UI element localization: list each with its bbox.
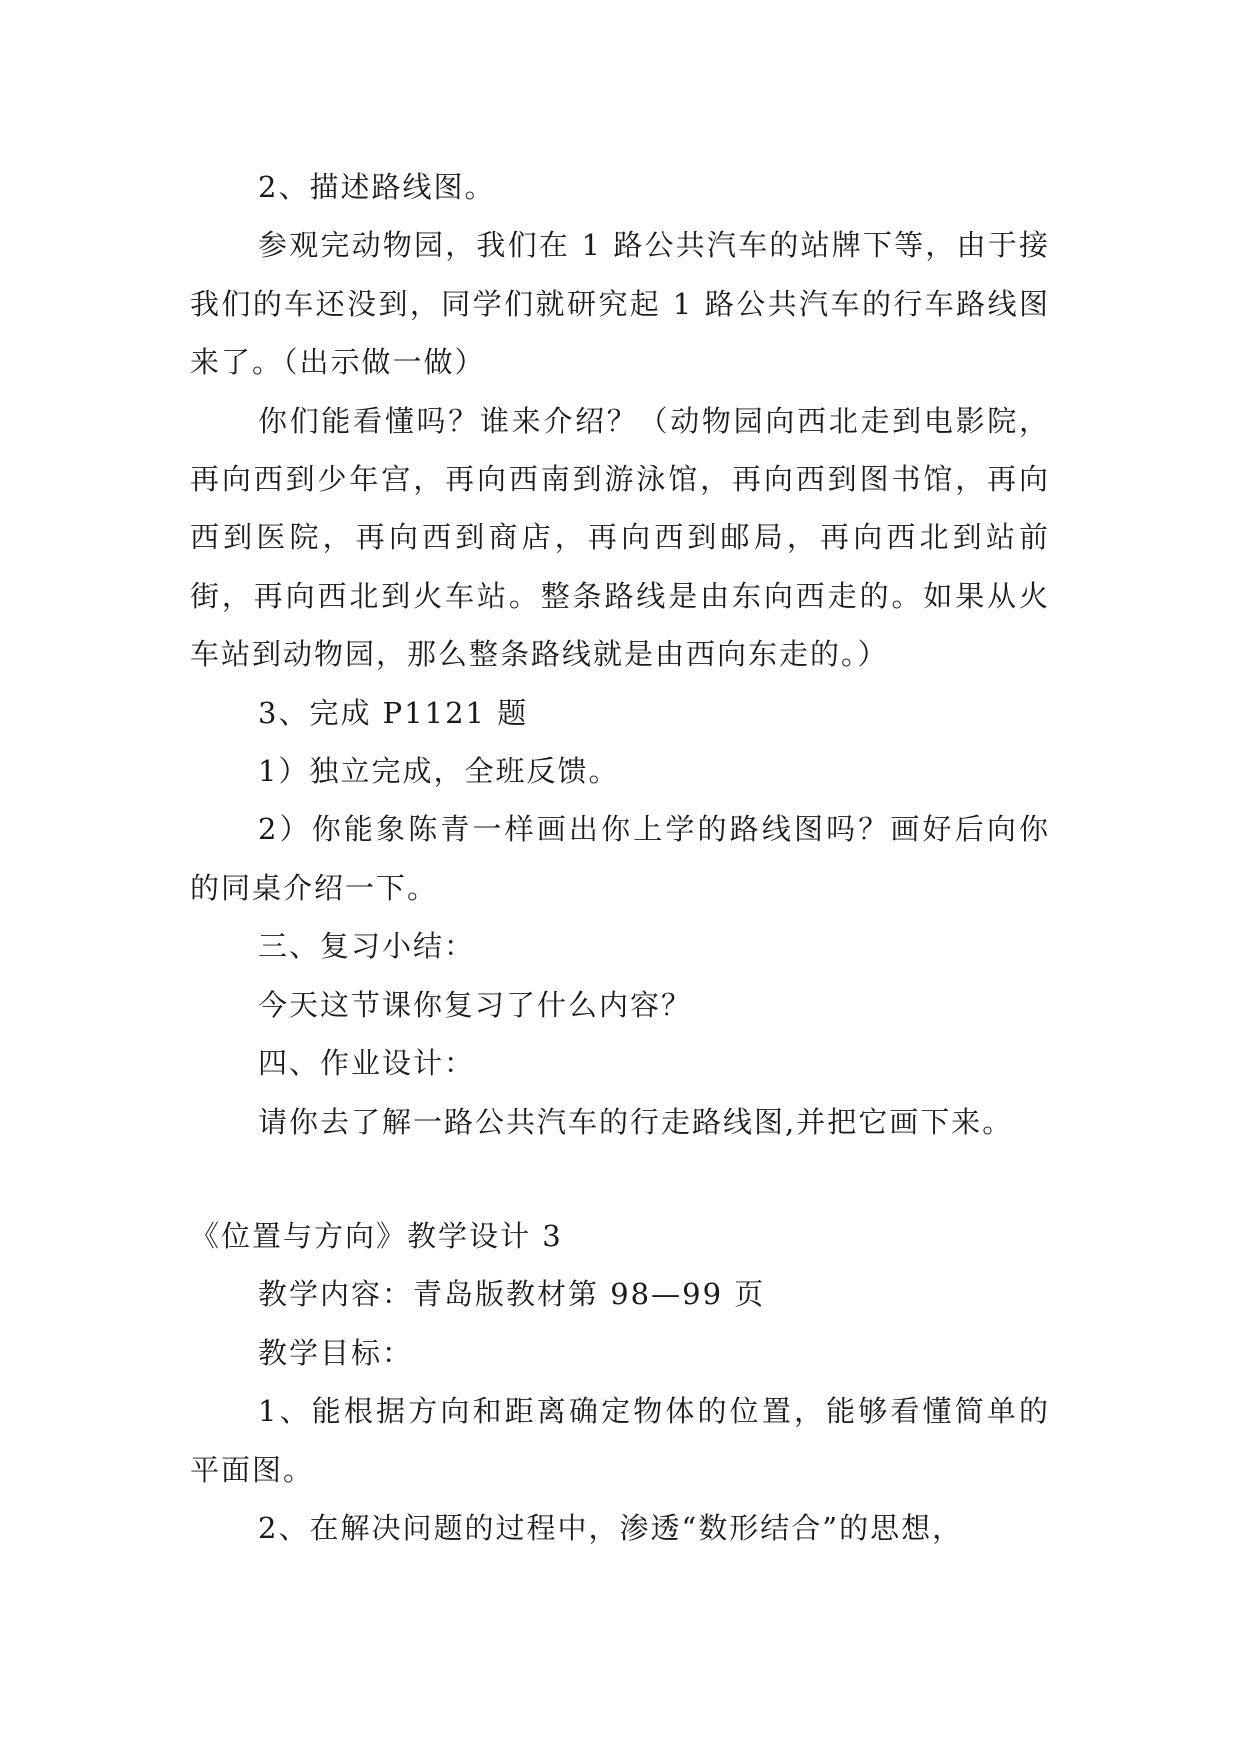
paragraph-homework-task: 请你去了解一路公共汽车的行走路线图,并把它画下来。 xyxy=(258,1104,1014,1139)
heading-homework-design: 四、作业设计： xyxy=(258,1046,476,1081)
paragraph-bus-stop-story: 参观完动物园，我们在 1 路公共汽车的站牌下等，由于接我们的车还没到，同学们就研究起 1 路公共汽车的行车路线图来了。（出示做一做） xyxy=(190,228,1050,380)
paragraph-review-question: 今天这节课你复习了什么内容？ xyxy=(258,987,693,1022)
paragraph-step-3-exercise: 3、完成 P1121 题 xyxy=(258,695,529,730)
paragraph-teaching-content: 教学内容：青岛版教材第 98—99 页 xyxy=(258,1277,766,1312)
paragraph-goal-2: 2、在解决问题的过程中，渗透“数形结合”的思想， xyxy=(258,1510,964,1545)
section-title-lesson-design-3: 《位置与方向》教学设计 3 xyxy=(190,1218,563,1253)
paragraph-step-2-describe-route: 2、描述路线图。 xyxy=(258,170,496,204)
heading-teaching-goals: 教学目标： xyxy=(258,1335,414,1370)
paragraph-route-explanation: 你们能看懂吗？谁来介绍？（动物园向西北走到电影院，再向西到少年宫，再向西南到游泳馆，再向西到图书馆，再向西到医院，再向西到商店，再向西到邮局，再向西北到站前街，再向西北到火车站。整条路线是由东向西走的。如果从火车站到动物园，那么整条路线就是由西向东走的。） xyxy=(190,403,1050,672)
paragraph-independent-work: 1）独立完成，全班反馈。 xyxy=(258,754,620,789)
paragraph-draw-school-route: 2）你能象陈青一样画出你上学的路线图吗？画好后向你的同桌介绍一下。 xyxy=(190,812,1050,905)
document-body xyxy=(190,158,1050,1557)
heading-review-summary: 三、复习小结： xyxy=(258,929,476,964)
paragraph-goal-1: 1、能根据方向和距离确定物体的位置，能够看懂简单的平面图。 xyxy=(190,1394,1050,1487)
